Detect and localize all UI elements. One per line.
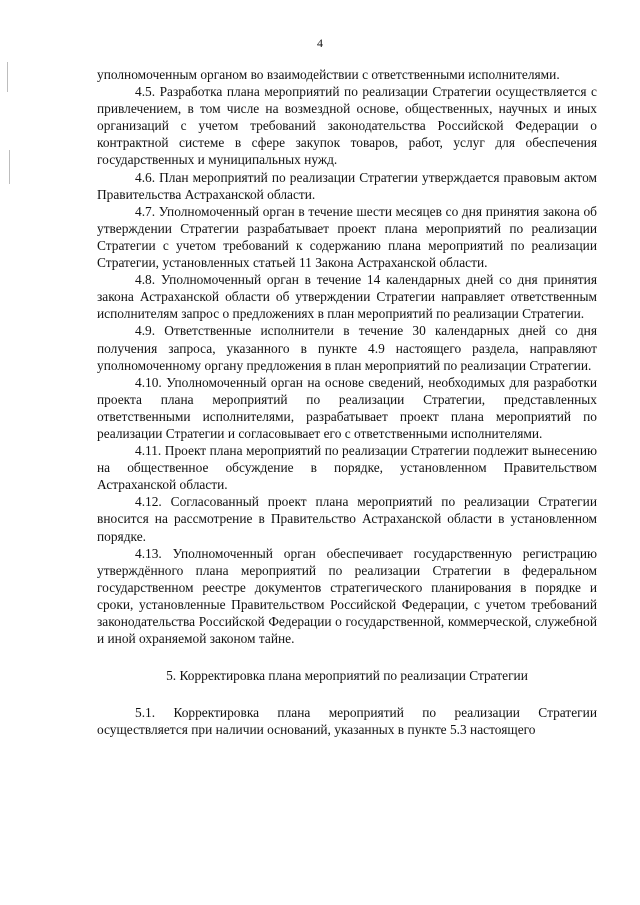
paragraph-4-9: 4.9. Ответственные исполнители в течение 30 календарных дней со дня получения запроса, указанного в пункте 4.9 настоящего раздела, направляют уполномоченному органу предложения в план мероприятий по реализации Стратегии.: [97, 323, 597, 373]
page-number: 4: [317, 36, 323, 50]
paragraph-4-6: 4.6. План мероприятий по реализации Стратегии утверждается правовым актом Правительства Астраханской области.: [97, 169, 597, 202]
paragraph-4-12: 4.12. Согласованный проект плана мероприятий по реализации Стратегии вносится на рассмотрение в Правительство Астраханской области в установленном порядке.: [97, 494, 597, 544]
paragraph-4-10: 4.10. Уполномоченный орган на основе сведений, необходимых для разработки проекта плана мероприятий по реализации Стратегии, представленных ответственными исполнителями, разрабатывает проект плана мероприятий по реализации Стратегии и согласовывает его с ответственными исполнителями.: [97, 374, 597, 441]
document-body: [97, 66, 597, 738]
paragraph-4-5: 4.5. Разработка плана мероприятий по реализации Стратегии осуществляется с привлечением, в том числе на возмездной основе, общественных, научных и иных организаций с учетом требований законодательства Российской Федерации о контрактной системе в сфере закупок товаров, работ, услуг для обеспечения государственных и муниципальных нужд.: [97, 84, 597, 168]
paragraph-4-8: 4.8. Уполномоченный орган в течение 14 календарных дней со дня принятия закона Астраханской области об утверждении Стратегии направляет ответственным исполнителям запрос о предложениях в план мероприятий по реализации Стратегии.: [97, 272, 597, 322]
paragraph-continuation: уполномоченным органом во взаимодействии с ответственными исполнителями.: [97, 67, 560, 82]
scan-artifact: [9, 150, 10, 184]
scan-artifact: [7, 62, 8, 92]
paragraph-4-11: 4.11. Проект плана мероприятий по реализации Стратегии подлежит вынесению на общественное обсуждение в порядке, установленном Правительством Астраханской области.: [97, 443, 597, 493]
section-heading: 5. Корректировка плана мероприятий по реализации Стратегии: [166, 668, 528, 684]
paragraph-5-1: 5.1. Корректировка плана мероприятий по реализации Стратегии осуществляется при наличии оснований, указанных в пункте 5.3 настоящего: [97, 705, 597, 738]
paragraph-4-7: 4.7. Уполномоченный орган в течение шести месяцев со дня принятия закона об утверждении Стратегии разрабатывает проект плана мероприятий по реализации Стратегии с учетом требований к содержанию плана мероприятий по реализации Стратегии, установленных статьей 11 Закона Астраханской области.: [97, 203, 597, 271]
paragraph-4-13: 4.13. Уполномоченный орган обеспечивает государственную регистрацию утверждённого плана мероприятий по реализации Стратегии в федеральном государственном реестре документов стратегического планирования в порядке и сроки, установленные Правительством Российской Федерации, с учетом требований законодательства Российской Федерации о государственной, коммерческой, служебной и иной охраняемой законом тайне.: [97, 545, 597, 647]
